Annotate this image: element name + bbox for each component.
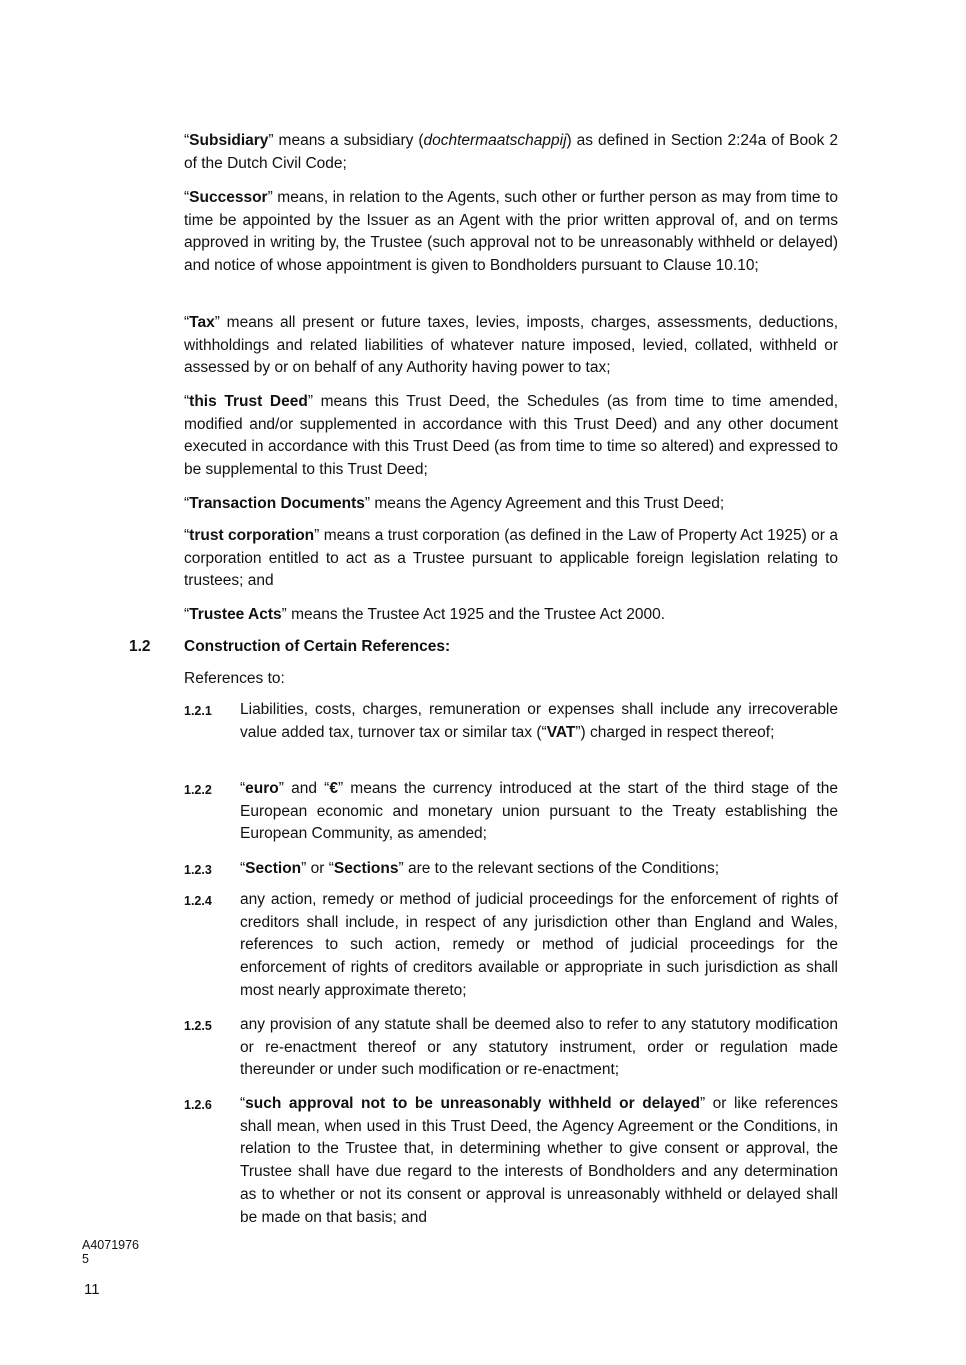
subclause-text: “euro” and “€” means the currency introduced at the start of the third stage of the European economic and monetary union pursuant to the Treaty establishing the European Community, as amended; (240, 780, 838, 843)
defined-term: Tax (189, 314, 215, 331)
defined-term: this Trust Deed (189, 393, 308, 410)
subclause-text: any provision of any statute shall be deemed also to refer to any statutory modification or re-enactment thereof or any statutory instrument, order or regulation made thereunder or under such modification or re-enactment; (240, 1016, 838, 1079)
definition-trust-corporation: “trust corporation” means a trust corporation (as defined in the Law of Property Act 1925) or a corporation entitled to act as a Trustee pursuant to applicable foreign legislation relating to trustees; and (184, 527, 838, 590)
subclause-text: “Section” or “Sections” are to the relevant sections of the Conditions; (240, 860, 719, 877)
defined-term: Subsidiary (189, 132, 269, 149)
definition-tax: “Tax” means all present or future taxes, levies, imposts, charges, assessments, deductions, withholdings and related liabilities of whatever nature imposed, levied, collated, withheld or assessed by or on behalf of any Authority having power to tax; (184, 314, 838, 377)
page-number: 11 (84, 1281, 100, 1298)
defined-term: trust corporation (189, 527, 315, 544)
subclause-number: 1.2.1 (184, 704, 212, 718)
clause-number: 1.2 (129, 638, 151, 655)
clause-heading: Construction of Certain References: (184, 638, 451, 655)
subclause-number: 1.2.3 (184, 863, 212, 877)
definition-this-trust-deed: “this Trust Deed” means this Trust Deed, the Schedules (as from time to time amended, modified and/or supplemented in accordance with this Trust Deed) and any other document executed in accordance with this Trust Deed (as from time to time so altered) and expressed to be supplemental to this Trust Deed; (184, 393, 839, 479)
definition-subsidiary: “Subsidiary” means a subsidiary (dochtermaatschappij) as defined in Section 2:24a of Book 2 of the Dutch Civil Code; (184, 132, 839, 172)
subclause-number: 1.2.2 (184, 783, 212, 797)
definition-transaction-documents: “Transaction Documents” means the Agency Agreement and this Trust Deed; (184, 495, 725, 512)
definition-trustee-acts: “Trustee Acts” means the Trustee Act 1925 and the Trustee Act 2000. (184, 606, 666, 623)
subclause-text: Liabilities, costs, charges, remuneration or expenses shall include any irrecoverable value added tax, turnover tax or similar tax (“VAT”) charged in respect thereof; (240, 701, 838, 741)
subclause-number: 1.2.6 (184, 1098, 212, 1112)
subclause-text: “such approval not to be unreasonably withheld or delayed” or like references shall mean, when used in this Trust Deed, the Agency Agreement or the Conditions, in relation to the Trustee that, in determining whether to give consent or approval, the Trustee shall have due regard to the interests of Bondholders and any determination as to whether or not its consent or approval is unreasonably withheld or delayed shall be made on that basis; and (240, 1095, 838, 1226)
defined-term: Trustee Acts (189, 606, 282, 623)
defined-term: Successor (189, 189, 268, 206)
document-reference: A4071976 5 (82, 1238, 140, 1266)
defined-term: Transaction Documents (189, 495, 365, 512)
definition-successor: “Successor” means, in relation to the Agents, such other or further person as may from time to time be appointed by the Issuer as an Agent with the prior written approval of, and on terms approved in writing by, the Trustee (such approval not to be unreasonably withheld or delayed) and notice of whose appointment is given to Bondholders pursuant to Clause 10.10; (184, 189, 838, 275)
subclause-text: any action, remedy or method of judicial proceedings for the enforcement of rights of creditors shall include, in respect of any jurisdiction other than England and Wales, references to such action, remedy or method of judicial proceedings for the enforcement of rights of creditors available or appropriate in such jurisdiction as shall most nearly approximate thereto; (240, 891, 838, 999)
subclause-number: 1.2.5 (184, 1019, 212, 1033)
subclause-number: 1.2.4 (184, 894, 212, 908)
clause-intro: References to: (184, 670, 285, 687)
